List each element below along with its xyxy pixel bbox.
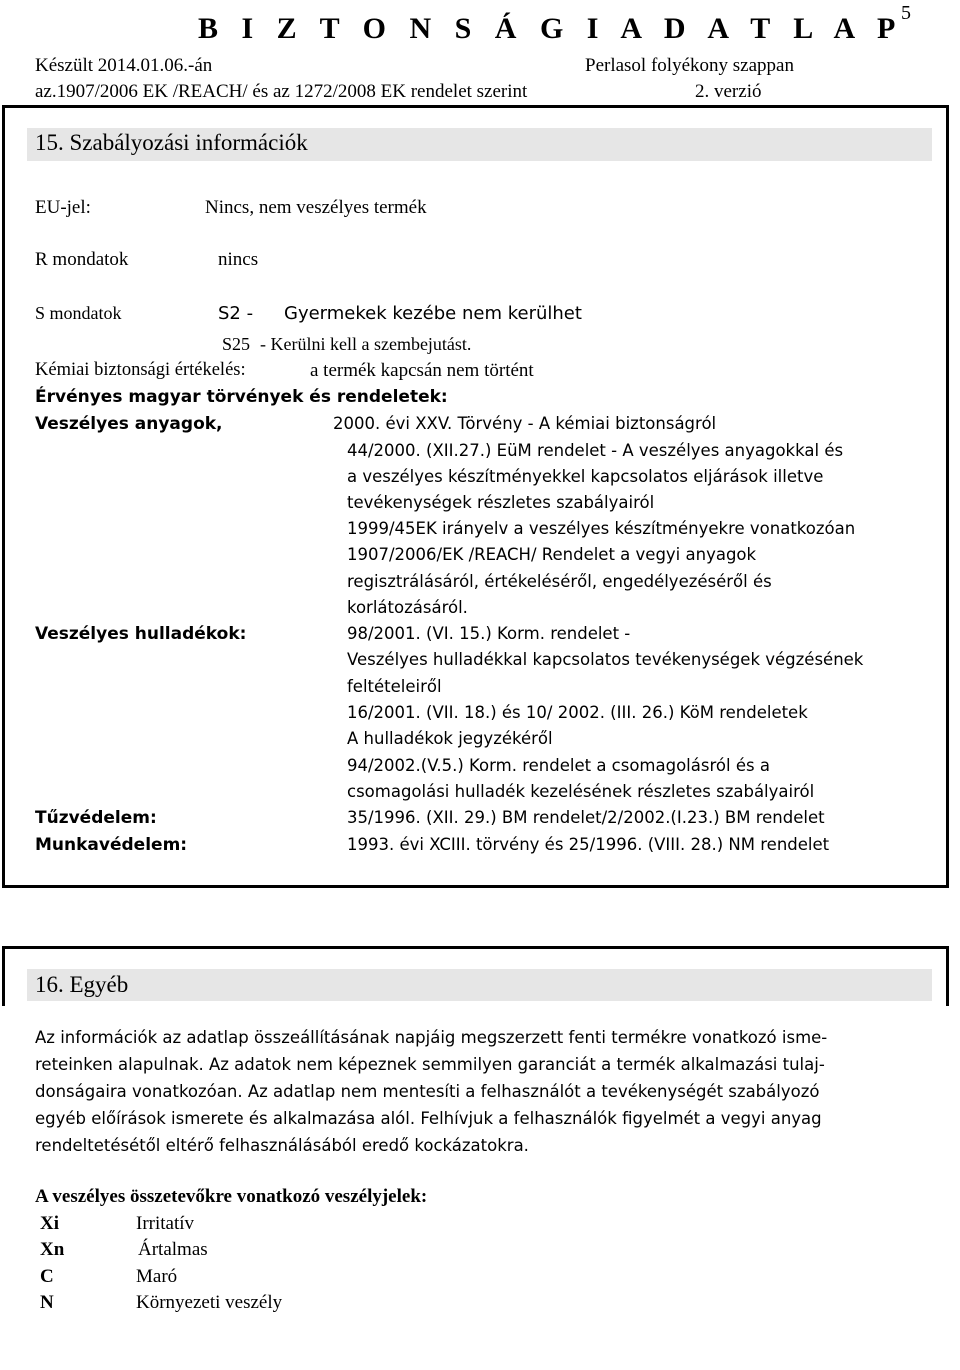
fire-protection-label: Tűzvédelem:: [35, 808, 157, 828]
eu-label: EU-jel:: [35, 197, 91, 218]
s25-text: - Kerülni kell a szembejutást.: [260, 334, 472, 354]
hazard-symbols-heading: A veszélyes összetevőkre vonatkozó veszélyjelek:: [35, 1186, 428, 1207]
laws-heading: Érvényes magyar törvények és rendeletek:: [35, 387, 448, 407]
eu-value: Nincs, nem veszélyes termék: [205, 197, 427, 218]
waste-law-line: csomagolási hulladék kezelésének részletes szabályairól: [347, 782, 815, 801]
law-line: tevékenységek részletes szabályairól: [347, 493, 655, 512]
section-16-header-bar: [27, 969, 932, 1001]
waste-law-line: 16/2001. (VII. 18.) és 10/ 2002. (III. 26.) KöM rendeletek: [347, 703, 808, 722]
hazard-code: Xn: [40, 1239, 65, 1260]
product-name: Perlasol folyékony szappan: [585, 55, 794, 76]
hazard-code: C: [40, 1266, 54, 1287]
law-line: a veszélyes készítményekkel kapcsolatos eljárások illetve: [347, 467, 824, 486]
law-line: 1999/45EK irányelv a veszélyes készítményekre vonatkozóan: [347, 519, 856, 538]
hazard-code: N: [40, 1292, 54, 1313]
paragraph-line: donságaira vonatkozóan. Az adatlap nem mentesíti a felhasználót a tevékenységét szabályozó: [35, 1082, 820, 1101]
work-safety-label: Munkavédelem:: [35, 835, 188, 855]
hazardous-materials-label: Veszélyes anyagok,: [35, 414, 223, 434]
work-safety-value: 1993. évi XCIII. törvény és 25/1996. (VIII. 28.) NM rendelet: [347, 835, 830, 854]
version: 2. verzió: [695, 81, 762, 102]
paragraph-line: Az információk az adatlap összeállításának napjáig megszerzett fenti termékre vonatkozó isme-: [35, 1028, 828, 1047]
law-line: regisztrálásáról, értékeléséről, engedélyezéséről és: [347, 572, 772, 591]
document-title: B I Z T O N S Á G I A D A T L A P: [198, 12, 904, 45]
chem-assessment-value: a termék kapcsán nem történt: [310, 360, 534, 381]
law-line: korlátozásáról.: [347, 598, 468, 617]
section-15-title: 15. Szabályozási információk: [35, 130, 308, 155]
hazard-meaning: Irritatív: [136, 1213, 195, 1234]
s-label: S mondatok: [35, 303, 122, 323]
waste-law-line: feltételeiről: [347, 677, 442, 696]
hazardous-waste-label: Veszélyes hulladékok:: [35, 624, 247, 644]
waste-law-line: 98/2001. (VI. 15.) Korm. rendelet -: [347, 624, 631, 643]
paragraph-line: reteinken alapulnak. Az adatok nem képeznek semmilyen garanciát a termék alkalmazási tulaj-: [35, 1055, 825, 1074]
page-number: 5: [901, 2, 911, 24]
fire-protection-value: 35/1996. (XII. 29.) BM rendelet/2/2002.(I.23.) BM rendelet: [347, 808, 825, 827]
r-label: R mondatok: [35, 249, 129, 270]
paragraph-line: rendeltetésétől eltérő felhasználásából eredő kockázatokra.: [35, 1136, 529, 1155]
hazard-meaning: Maró: [136, 1266, 178, 1287]
chem-assessment-label: Kémiai biztonsági értékelés:: [35, 360, 246, 380]
s2-text: Gyermekek kezébe nem kerülhet: [284, 303, 582, 324]
regulation-line: az.1907/2006 EK /REACH/ és az 1272/2008 EK rendelet szerint: [35, 81, 528, 102]
section-16-title: 16. Egyéb: [35, 972, 129, 997]
hazard-code: Xi: [40, 1213, 59, 1234]
made-date: Készült 2014.01.06.-án: [35, 55, 213, 76]
waste-law-line: 94/2002.(V.5.) Korm. rendelet a csomagolásról és a: [347, 756, 770, 775]
paragraph-line: egyéb előírások ismerete és alkalmazása alól. Felhívjuk a felhasználók figyelmét a vegyi anyag: [35, 1109, 822, 1128]
waste-law-line: A hulladékok jegyzékéről: [347, 729, 553, 748]
law-line: 1907/2006/EK /REACH/ Rendelet a vegyi anyagok: [347, 545, 757, 564]
s2-code: S2 -: [218, 303, 254, 324]
hazard-meaning: Környezeti veszély: [136, 1292, 283, 1313]
waste-law-line: Veszélyes hulladékkal kapcsolatos tevékenységek végzésének: [347, 650, 864, 669]
s25-code: S25: [222, 334, 251, 354]
disclaimer-paragraph: [35, 1024, 915, 1159]
law-line: 44/2000. (XII.27.) EüM rendelet - A veszélyes anyagokkal és: [347, 441, 844, 460]
law-line: 2000. évi XXV. Törvény - A kémiai biztonságról: [333, 414, 717, 433]
r-value: nincs: [218, 249, 259, 270]
hazard-meaning: Ártalmas: [138, 1239, 208, 1260]
